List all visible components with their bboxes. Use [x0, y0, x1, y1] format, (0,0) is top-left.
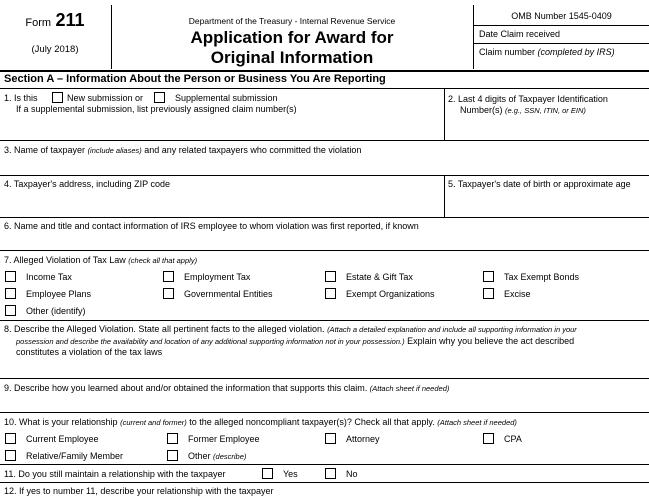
form-number-block — [0, 10, 110, 31]
cpa-checkbox[interactable] — [483, 433, 494, 444]
q2-note: (e.g., SSN, ITIN, or EIN) — [505, 106, 586, 115]
q3-text-b: and any related taxpayers who committed the violation — [144, 145, 362, 155]
q8-line3: constitutes a violation of the tax laws — [16, 347, 163, 357]
q3-label — [4, 145, 361, 156]
employment-tax-label: Employment Tax — [184, 272, 251, 282]
excise-checkbox[interactable] — [483, 288, 494, 299]
q2-line1: 2. Last 4 digits of Taxpayer Identification — [448, 94, 608, 104]
q11-yes-label: Yes — [283, 469, 298, 479]
excise-label: Excise — [504, 289, 531, 299]
q9-note: (Attach sheet if needed) — [369, 384, 450, 393]
q7-text: 7. Alleged Violation of Tax Law — [4, 255, 126, 265]
attorney-checkbox[interactable] — [325, 433, 336, 444]
q11-yes-checkbox[interactable] — [262, 468, 273, 479]
q4-label: 4. Taxpayer's address, including ZIP code — [4, 179, 170, 189]
estate-gift-tax-label: Estate & Gift Tax — [346, 272, 413, 282]
employee-plans-label: Employee Plans — [26, 289, 92, 299]
tax-exempt-bonds-label: Tax Exempt Bonds — [504, 272, 580, 282]
q3-text-a: 3. Name of taxpayer — [4, 145, 86, 155]
q10-label — [4, 417, 517, 428]
other-relationship-text: Other — [188, 451, 211, 461]
form-title-line2: Original Information — [210, 48, 374, 67]
q8-text-a: 8. Describe the Alleged Violation. State all pertinent facts to the alleged violation. — [4, 324, 325, 334]
q10-text-b: to the alleged noncompliant taxpayer(s)? Check all that apply. — [189, 417, 435, 427]
other-relationship-note: (describe) — [213, 452, 247, 461]
q7-note: (check all that apply) — [128, 256, 198, 265]
q11-label: 11. Do you still maintain a relationship with the taxpayer — [4, 469, 226, 479]
omb-number: OMB Number 1545-0409 — [511, 11, 612, 21]
other-violation-label: Other (identify) — [26, 306, 86, 316]
department-label: Department of the Treasury - Internal Revenue Service — [188, 16, 396, 26]
employee-plans-checkbox[interactable] — [5, 288, 16, 299]
q10-note-b: (Attach sheet if needed) — [437, 418, 517, 427]
q1-line2: If a supplemental submission, list previously assigned claim number(s) — [16, 104, 297, 114]
attorney-label: Attorney — [346, 434, 380, 444]
employment-tax-checkbox[interactable] — [163, 271, 174, 282]
income-tax-label: Income Tax — [26, 272, 72, 282]
section-a-title: Section A – Information About the Person or Business You Are Reporting — [4, 73, 386, 85]
q1-prefix: 1. Is this — [4, 93, 38, 103]
q3-note: (include aliases) — [87, 146, 142, 155]
governmental-entities-label: Governmental Entities — [184, 289, 273, 299]
date-claim-received[interactable]: Date Claim received — [479, 29, 561, 39]
former-employee-checkbox[interactable] — [167, 433, 178, 444]
tax-exempt-bonds-checkbox[interactable] — [483, 271, 494, 282]
relative-family-label: Relative/Family Member — [26, 451, 124, 461]
q10-text-a: 10. What is your relationship — [4, 417, 118, 427]
form-number: 211 — [55, 10, 85, 30]
claim-number-note: (completed by IRS) — [537, 47, 615, 57]
governmental-entities-checkbox[interactable] — [163, 288, 174, 299]
q8-line2 — [16, 336, 574, 347]
claim-number-label: Claim number — [479, 47, 536, 57]
exempt-organizations-label: Exempt Organizations — [346, 289, 435, 299]
form-title — [111, 28, 473, 68]
form-prefix: Form — [25, 17, 52, 29]
supplemental-submission-label: Supplemental submission — [175, 93, 278, 103]
q6-label: 6. Name and title and contact information of IRS employee to whom violation was first reported, if known — [4, 221, 419, 231]
q11-no-label: No — [346, 469, 358, 479]
new-submission-label: New submission or — [67, 93, 144, 103]
q12-label: 12. If yes to number 11, describe your relationship with the taxpayer — [4, 486, 274, 496]
supplemental-submission-checkbox[interactable] — [154, 92, 165, 103]
current-employee-checkbox[interactable] — [5, 433, 16, 444]
relative-family-checkbox[interactable] — [5, 450, 16, 461]
q8-text-b: Explain why you believe the act described — [407, 336, 575, 346]
former-employee-label: Former Employee — [188, 434, 260, 444]
other-relationship-label — [188, 451, 246, 462]
exempt-organizations-checkbox[interactable] — [325, 288, 336, 299]
current-employee-label: Current Employee — [26, 434, 99, 444]
q2-number-label: Number(s) — [460, 105, 503, 115]
new-submission-checkbox[interactable] — [52, 92, 63, 103]
q7-label — [4, 255, 197, 266]
q11-no-checkbox[interactable] — [325, 468, 336, 479]
q8-line1 — [4, 324, 577, 335]
other-violation-checkbox[interactable] — [5, 305, 16, 316]
q2-line2 — [460, 105, 586, 116]
form-revision: (July 2018) — [31, 44, 79, 55]
claim-number-field[interactable] — [479, 47, 615, 58]
q10-note-a: (current and former) — [120, 418, 187, 427]
estate-gift-tax-checkbox[interactable] — [325, 271, 336, 282]
q8-note-b: possession and describe the availability and location of any additional supporting information not in your possession.) — [16, 337, 405, 346]
form-title-line1: Application for Award for — [190, 28, 394, 47]
cpa-label: CPA — [504, 434, 522, 444]
q9-label — [4, 383, 449, 394]
q9-text: 9. Describe how you learned about and/or obtained the information that supports this claim. — [4, 383, 368, 393]
q8-note-a: (Attach a detailed explanation and include all supporting information in your — [327, 325, 577, 334]
income-tax-checkbox[interactable] — [5, 271, 16, 282]
other-relationship-checkbox[interactable] — [167, 450, 178, 461]
q5-label: 5. Taxpayer's date of birth or approximate age — [448, 179, 631, 189]
